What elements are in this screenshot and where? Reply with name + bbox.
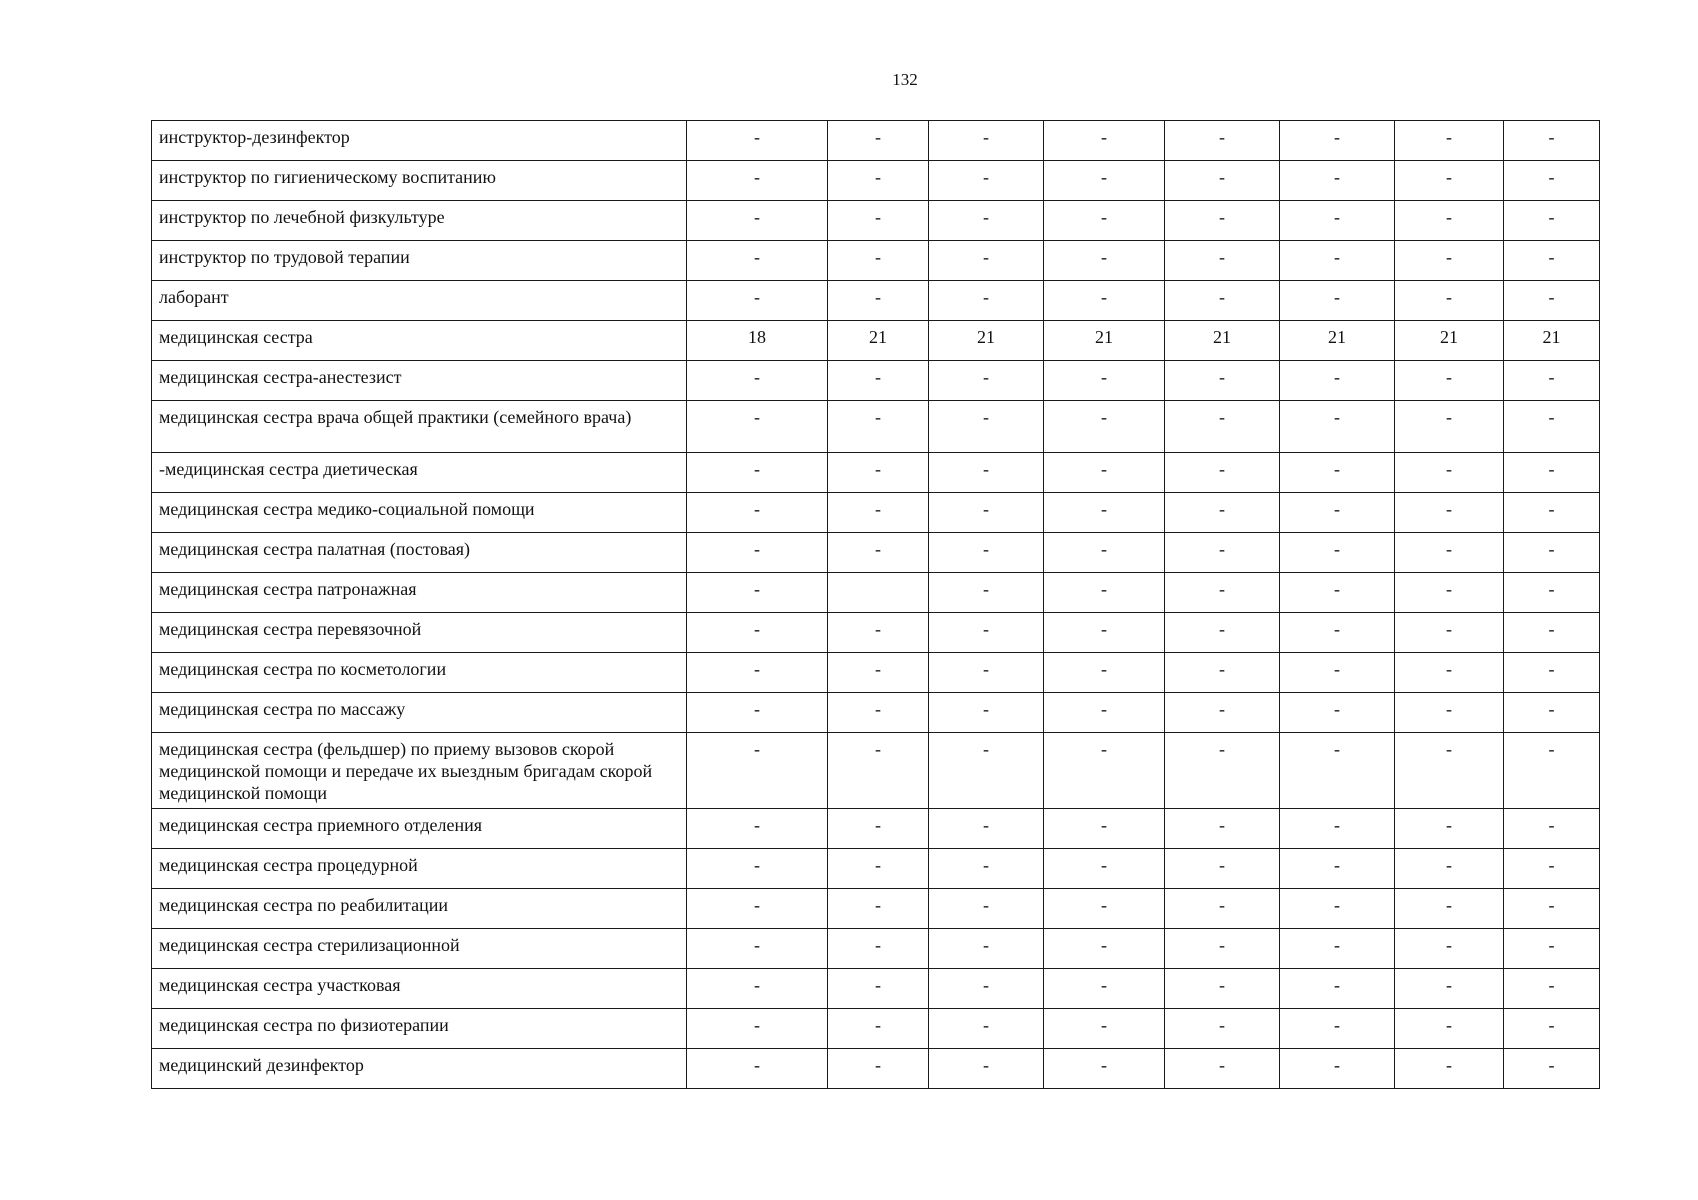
value-cell: - xyxy=(1280,849,1395,889)
value-cell: - xyxy=(929,573,1044,613)
value-cell: - xyxy=(687,453,828,493)
value-cell: - xyxy=(929,1009,1044,1049)
value-cell: - xyxy=(828,969,929,1009)
value-cell: - xyxy=(1044,809,1165,849)
value-cell: - xyxy=(1165,161,1280,201)
table-row xyxy=(152,809,1600,849)
value-cell: - xyxy=(687,121,828,161)
value-cell: - xyxy=(1165,121,1280,161)
value-cell: - xyxy=(687,809,828,849)
value-cell: - xyxy=(1395,613,1504,653)
row-label: медицинская сестра врача общей практики (семейного врача) xyxy=(152,401,687,453)
value-cell: 21 xyxy=(1504,321,1600,361)
value-cell: - xyxy=(1395,809,1504,849)
value-cell: - xyxy=(1044,241,1165,281)
value-cell: - xyxy=(1504,573,1600,613)
table-row xyxy=(152,733,1600,809)
value-cell: - xyxy=(1504,889,1600,929)
value-cell: - xyxy=(1044,493,1165,533)
value-cell: - xyxy=(1165,969,1280,1009)
value-cell: 18 xyxy=(687,321,828,361)
value-cell: - xyxy=(1395,281,1504,321)
value-cell: - xyxy=(687,201,828,241)
value-cell: - xyxy=(1395,361,1504,401)
value-cell: - xyxy=(1280,401,1395,453)
value-cell: - xyxy=(929,969,1044,1009)
value-cell: - xyxy=(1044,573,1165,613)
value-cell: - xyxy=(1280,1049,1395,1089)
value-cell: - xyxy=(1395,121,1504,161)
value-cell: - xyxy=(1280,693,1395,733)
value-cell: - xyxy=(1044,201,1165,241)
value-cell: - xyxy=(1165,453,1280,493)
value-cell: 21 xyxy=(1395,321,1504,361)
value-cell: - xyxy=(1504,453,1600,493)
value-cell: - xyxy=(1280,733,1395,809)
value-cell: - xyxy=(1280,361,1395,401)
value-cell: - xyxy=(1044,733,1165,809)
value-cell: - xyxy=(1504,533,1600,573)
value-cell: - xyxy=(1504,201,1600,241)
value-cell: - xyxy=(1504,1049,1600,1089)
row-label: медицинская сестра по массажу xyxy=(152,693,687,733)
table-row xyxy=(152,281,1600,321)
row-label: медицинская сестра перевязочной xyxy=(152,613,687,653)
value-cell: - xyxy=(1044,401,1165,453)
table-row xyxy=(152,241,1600,281)
value-cell: - xyxy=(1044,121,1165,161)
table-row xyxy=(152,653,1600,693)
value-cell: - xyxy=(1504,969,1600,1009)
value-cell: - xyxy=(1395,653,1504,693)
value-cell: - xyxy=(929,613,1044,653)
value-cell: - xyxy=(687,693,828,733)
table-row xyxy=(152,849,1600,889)
table-row xyxy=(152,321,1600,361)
row-label: инструктор по гигиеническому воспитанию xyxy=(152,161,687,201)
value-cell: - xyxy=(1504,401,1600,453)
value-cell: - xyxy=(828,613,929,653)
table-row xyxy=(152,453,1600,493)
value-cell: 21 xyxy=(1280,321,1395,361)
value-cell: - xyxy=(929,889,1044,929)
value-cell: - xyxy=(1504,493,1600,533)
value-cell: - xyxy=(1165,1009,1280,1049)
value-cell: - xyxy=(929,533,1044,573)
value-cell: - xyxy=(929,281,1044,321)
value-cell: - xyxy=(1280,653,1395,693)
value-cell: - xyxy=(1395,733,1504,809)
row-label: медицинская сестра палатная (постовая) xyxy=(152,533,687,573)
row-label: медицинская сестра стерилизационной xyxy=(152,929,687,969)
value-cell: - xyxy=(1504,849,1600,889)
value-cell: - xyxy=(929,361,1044,401)
value-cell: - xyxy=(1165,241,1280,281)
value-cell: - xyxy=(1280,161,1395,201)
row-label: медицинская сестра участковая xyxy=(152,969,687,1009)
value-cell: - xyxy=(687,281,828,321)
value-cell: - xyxy=(1165,281,1280,321)
row-label: инструктор по лечебной физкультуре xyxy=(152,201,687,241)
value-cell: - xyxy=(828,241,929,281)
staffing-table xyxy=(151,120,1600,1089)
table-row xyxy=(152,161,1600,201)
value-cell: - xyxy=(1280,969,1395,1009)
row-label: медицинский дезинфектор xyxy=(152,1049,687,1089)
value-cell: - xyxy=(1044,161,1165,201)
value-cell: - xyxy=(1504,693,1600,733)
value-cell: - xyxy=(828,533,929,573)
value-cell: - xyxy=(1395,969,1504,1009)
value-cell: - xyxy=(1395,201,1504,241)
value-cell: - xyxy=(687,533,828,573)
value-cell: - xyxy=(1280,201,1395,241)
value-cell: - xyxy=(1395,161,1504,201)
value-cell: - xyxy=(1165,733,1280,809)
value-cell: - xyxy=(1395,889,1504,929)
page-number: 132 xyxy=(892,70,918,89)
value-cell: - xyxy=(1504,613,1600,653)
value-cell: - xyxy=(1044,889,1165,929)
value-cell: - xyxy=(1395,1049,1504,1089)
table-body xyxy=(152,121,1600,1089)
value-cell: - xyxy=(1165,693,1280,733)
value-cell: - xyxy=(1044,1049,1165,1089)
value-cell: - xyxy=(1044,653,1165,693)
table-row xyxy=(152,889,1600,929)
row-label: лаборант xyxy=(152,281,687,321)
value-cell: - xyxy=(929,929,1044,969)
value-cell: - xyxy=(1504,161,1600,201)
table-row xyxy=(152,121,1600,161)
row-label: медицинская сестра процедурной xyxy=(152,849,687,889)
value-cell: - xyxy=(1165,533,1280,573)
table-row xyxy=(152,573,1600,613)
value-cell: - xyxy=(1395,849,1504,889)
value-cell: - xyxy=(828,401,929,453)
value-cell: - xyxy=(1504,241,1600,281)
value-cell: - xyxy=(687,733,828,809)
row-label: медицинская сестра патронажная xyxy=(152,573,687,613)
table-row xyxy=(152,929,1600,969)
row-label: инструктор по трудовой терапии xyxy=(152,241,687,281)
table-row xyxy=(152,1049,1600,1089)
value-cell: - xyxy=(929,653,1044,693)
value-cell: - xyxy=(1280,573,1395,613)
value-cell: - xyxy=(828,1009,929,1049)
value-cell: - xyxy=(828,493,929,533)
table-row xyxy=(152,969,1600,1009)
value-cell: - xyxy=(1165,493,1280,533)
value-cell: - xyxy=(687,849,828,889)
value-cell: - xyxy=(1395,241,1504,281)
value-cell: - xyxy=(1044,453,1165,493)
value-cell: - xyxy=(1280,281,1395,321)
value-cell: - xyxy=(1395,929,1504,969)
value-cell: 21 xyxy=(929,321,1044,361)
value-cell: - xyxy=(929,1049,1044,1089)
value-cell: - xyxy=(828,201,929,241)
table-row xyxy=(152,493,1600,533)
value-cell: - xyxy=(1044,693,1165,733)
row-label: медицинская сестра xyxy=(152,321,687,361)
table-row xyxy=(152,1009,1600,1049)
value-cell: - xyxy=(687,1009,828,1049)
value-cell: - xyxy=(1504,929,1600,969)
value-cell: - xyxy=(929,493,1044,533)
value-cell: - xyxy=(1504,281,1600,321)
value-cell: - xyxy=(1165,889,1280,929)
value-cell: - xyxy=(1165,849,1280,889)
value-cell: - xyxy=(828,453,929,493)
value-cell: - xyxy=(929,809,1044,849)
value-cell: - xyxy=(1395,453,1504,493)
value-cell: - xyxy=(1044,281,1165,321)
value-cell: - xyxy=(1395,693,1504,733)
value-cell: - xyxy=(1395,493,1504,533)
value-cell: - xyxy=(687,161,828,201)
value-cell: - xyxy=(1280,453,1395,493)
value-cell: - xyxy=(1280,929,1395,969)
value-cell: - xyxy=(687,573,828,613)
value-cell: - xyxy=(1165,401,1280,453)
value-cell: - xyxy=(828,809,929,849)
table-row xyxy=(152,533,1600,573)
value-cell: 21 xyxy=(828,321,929,361)
value-cell: - xyxy=(1504,653,1600,693)
row-label: инструктор-дезинфектор xyxy=(152,121,687,161)
value-cell: - xyxy=(687,361,828,401)
value-cell: - xyxy=(1280,533,1395,573)
value-cell: - xyxy=(1280,121,1395,161)
value-cell: - xyxy=(828,161,929,201)
row-label: -медицинская сестра диетическая xyxy=(152,453,687,493)
table-row xyxy=(152,361,1600,401)
value-cell: - xyxy=(1395,401,1504,453)
value-cell: - xyxy=(1395,1009,1504,1049)
value-cell: - xyxy=(828,361,929,401)
value-cell: - xyxy=(1044,533,1165,573)
value-cell: - xyxy=(687,493,828,533)
value-cell: - xyxy=(1165,201,1280,241)
value-cell: - xyxy=(1165,929,1280,969)
value-cell: - xyxy=(1280,241,1395,281)
row-label: медицинская сестра-анестезист xyxy=(152,361,687,401)
value-cell: - xyxy=(1165,809,1280,849)
table-row xyxy=(152,693,1600,733)
value-cell: - xyxy=(929,241,1044,281)
value-cell: - xyxy=(929,161,1044,201)
value-cell: - xyxy=(1395,533,1504,573)
value-cell: - xyxy=(687,969,828,1009)
value-cell: - xyxy=(687,401,828,453)
value-cell: - xyxy=(929,733,1044,809)
value-cell: - xyxy=(929,453,1044,493)
value-cell: - xyxy=(1165,613,1280,653)
value-cell: - xyxy=(1165,361,1280,401)
value-cell: - xyxy=(1504,361,1600,401)
value-cell: - xyxy=(1044,361,1165,401)
value-cell: - xyxy=(1044,969,1165,1009)
value-cell: - xyxy=(828,121,929,161)
value-cell: - xyxy=(828,653,929,693)
value-cell: - xyxy=(1280,1009,1395,1049)
value-cell xyxy=(828,573,929,613)
value-cell: - xyxy=(1044,849,1165,889)
value-cell: - xyxy=(687,653,828,693)
value-cell: 21 xyxy=(1044,321,1165,361)
value-cell: - xyxy=(1280,493,1395,533)
row-label: медицинская сестра по косметологии xyxy=(152,653,687,693)
value-cell: - xyxy=(1504,809,1600,849)
value-cell: - xyxy=(1504,121,1600,161)
value-cell: - xyxy=(687,929,828,969)
value-cell: 21 xyxy=(1165,321,1280,361)
value-cell: - xyxy=(687,613,828,653)
value-cell: - xyxy=(828,929,929,969)
table-row xyxy=(152,613,1600,653)
value-cell: - xyxy=(1165,573,1280,613)
value-cell: - xyxy=(1044,929,1165,969)
value-cell: - xyxy=(687,241,828,281)
value-cell: - xyxy=(828,849,929,889)
value-cell: - xyxy=(1280,809,1395,849)
value-cell: - xyxy=(1044,1009,1165,1049)
row-label: медицинская сестра (фельдшер) по приему вызовов скорой медицинской помощи и передаче их выездным бригадам скорой медицинской помощи xyxy=(152,733,687,809)
value-cell: - xyxy=(1165,1049,1280,1089)
row-label: медицинская сестра приемного отделения xyxy=(152,809,687,849)
value-cell: - xyxy=(1395,573,1504,613)
value-cell: - xyxy=(828,889,929,929)
value-cell: - xyxy=(828,281,929,321)
value-cell: - xyxy=(929,121,1044,161)
value-cell: - xyxy=(687,889,828,929)
value-cell: - xyxy=(828,693,929,733)
value-cell: - xyxy=(929,401,1044,453)
table-row xyxy=(152,401,1600,453)
value-cell: - xyxy=(1044,613,1165,653)
row-label: медицинская сестра по физиотерапии xyxy=(152,1009,687,1049)
row-label: медицинская сестра по реабилитации xyxy=(152,889,687,929)
value-cell: - xyxy=(929,693,1044,733)
value-cell: - xyxy=(687,1049,828,1089)
value-cell: - xyxy=(1504,1009,1600,1049)
value-cell: - xyxy=(1504,733,1600,809)
row-label: медицинская сестра медико-социальной помощи xyxy=(152,493,687,533)
value-cell: - xyxy=(828,1049,929,1089)
value-cell: - xyxy=(929,201,1044,241)
value-cell: - xyxy=(1165,653,1280,693)
value-cell: - xyxy=(828,733,929,809)
value-cell: - xyxy=(1280,613,1395,653)
value-cell: - xyxy=(1280,889,1395,929)
value-cell: - xyxy=(929,849,1044,889)
table-row xyxy=(152,201,1600,241)
